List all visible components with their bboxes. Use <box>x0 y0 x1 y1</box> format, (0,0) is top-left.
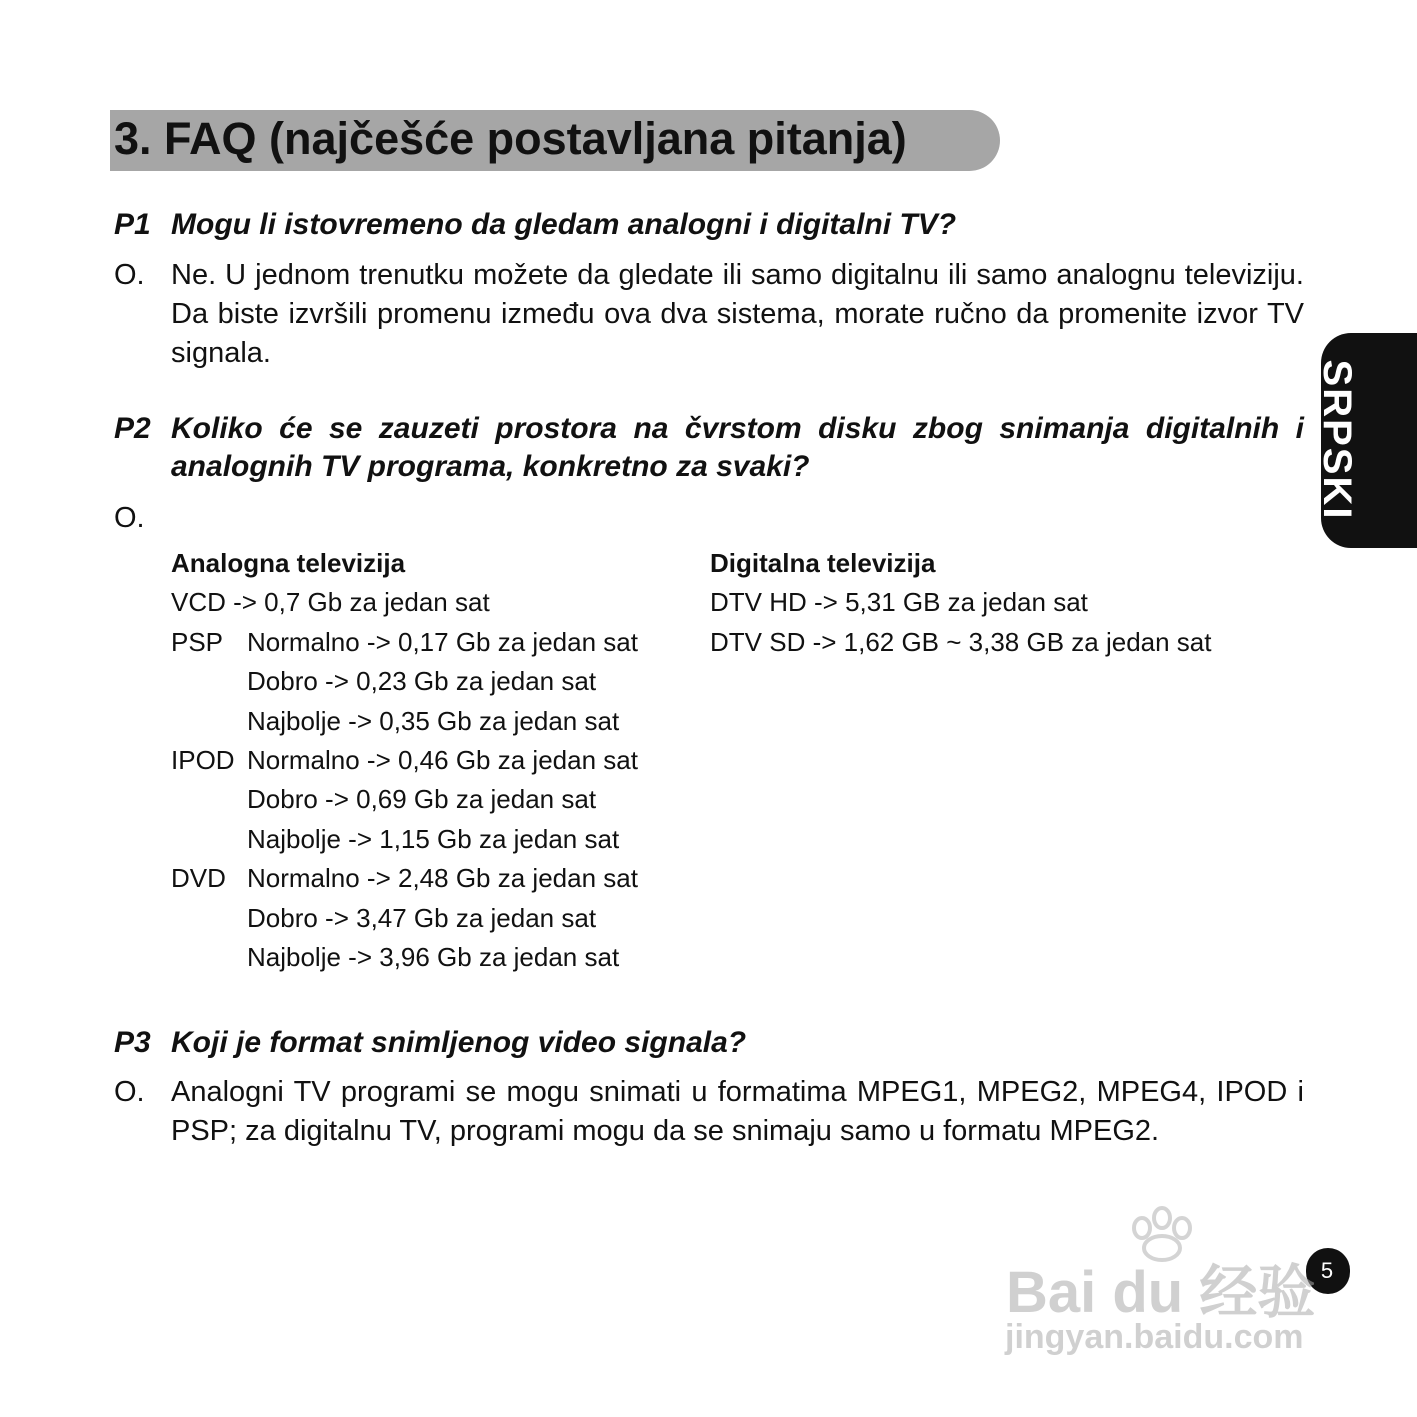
storage-row <box>171 623 638 662</box>
storage-row: DTV SD -> 1,62 GB ~ 3,38 GB za jedan sat <box>710 626 1212 657</box>
storage-detail: Normalno -> 2,48 Gb za jedan sat <box>247 863 638 894</box>
storage-format: PSP <box>171 626 224 657</box>
storage-detail: Najbolje -> 3,96 Gb za jedan sat <box>247 941 620 972</box>
watermark-logo: Bai du 经验 <box>1006 1260 1316 1325</box>
storage-row <box>171 702 620 741</box>
question-text: Mogu li istovremeno da gledam analogni i digitalni TV? <box>171 208 957 241</box>
storage-detail: Dobro -> 3,47 Gb za jedan sat <box>247 902 597 933</box>
digital-storage-column <box>710 544 1211 662</box>
question-number: P3 <box>114 1026 151 1059</box>
answer-label: O. <box>114 502 145 534</box>
question-text: Koji je format snimljenog video signala? <box>171 1026 747 1059</box>
answer-text: Ne. U jednom trenutku možete da gledate ili samo digitalnu ili samo analognu televiziju. Da biste izvršili promenu između ova dva sistema, morate ručno da promenite izvor TV signala. <box>171 259 1304 369</box>
storage-format: VCD -> 0,7 Gb za jedan sat <box>171 587 490 618</box>
storage-row: DTV HD -> 5,31 GB za jedan sat <box>710 587 1088 618</box>
storage-format: DVD <box>171 863 226 894</box>
answer-label: O. <box>114 259 145 291</box>
storage-detail: Normalno -> 0,46 Gb za jedan sat <box>247 744 638 775</box>
language-tab-label: SRPSKI <box>1315 359 1359 521</box>
storage-row <box>171 859 638 898</box>
storage-row <box>171 583 490 622</box>
analog-storage-column <box>171 544 638 977</box>
storage-row <box>171 780 597 819</box>
question-text: Koliko će se zauzeti prostora na čvrstom disku zbog snimanja digitalnih i analognih TV programa, konkretno za svaki? <box>171 412 1304 483</box>
storage-row <box>171 899 597 938</box>
answer-text: Analogni TV programi se mogu snimati u formatima MPEG1, MPEG2, MPEG4, IPOD i PSP; za digitalnu TV, programi mogu da se snimaju samo u formatu MPEG2. <box>171 1076 1304 1147</box>
page-title: 3. FAQ (najčešće postavljana pitanja) <box>114 113 907 164</box>
storage-detail: Dobro -> 0,23 Gb za jedan sat <box>247 666 597 697</box>
watermark-url: jingyan.baidu.com <box>1005 1318 1304 1356</box>
storage-row <box>171 662 597 701</box>
storage-row <box>171 820 620 859</box>
question-number: P2 <box>114 412 151 445</box>
digital-heading: Digitalna televizija <box>710 548 936 578</box>
storage-row <box>171 938 620 977</box>
storage-detail: Dobro -> 0,69 Gb za jedan sat <box>247 784 597 815</box>
page-number: 5 <box>1320 1258 1334 1283</box>
answer-label: O. <box>114 1076 145 1108</box>
storage-detail: Najbolje -> 0,35 Gb za jedan sat <box>247 705 620 736</box>
storage-detail: Najbolje -> 1,15 Gb za jedan sat <box>247 823 620 854</box>
storage-format: IPOD <box>171 744 235 775</box>
storage-row <box>171 741 638 780</box>
question-number: P1 <box>114 208 151 241</box>
analog-heading: Analogna televizija <box>171 548 406 578</box>
storage-detail: Normalno -> 0,17 Gb za jedan sat <box>247 626 638 657</box>
